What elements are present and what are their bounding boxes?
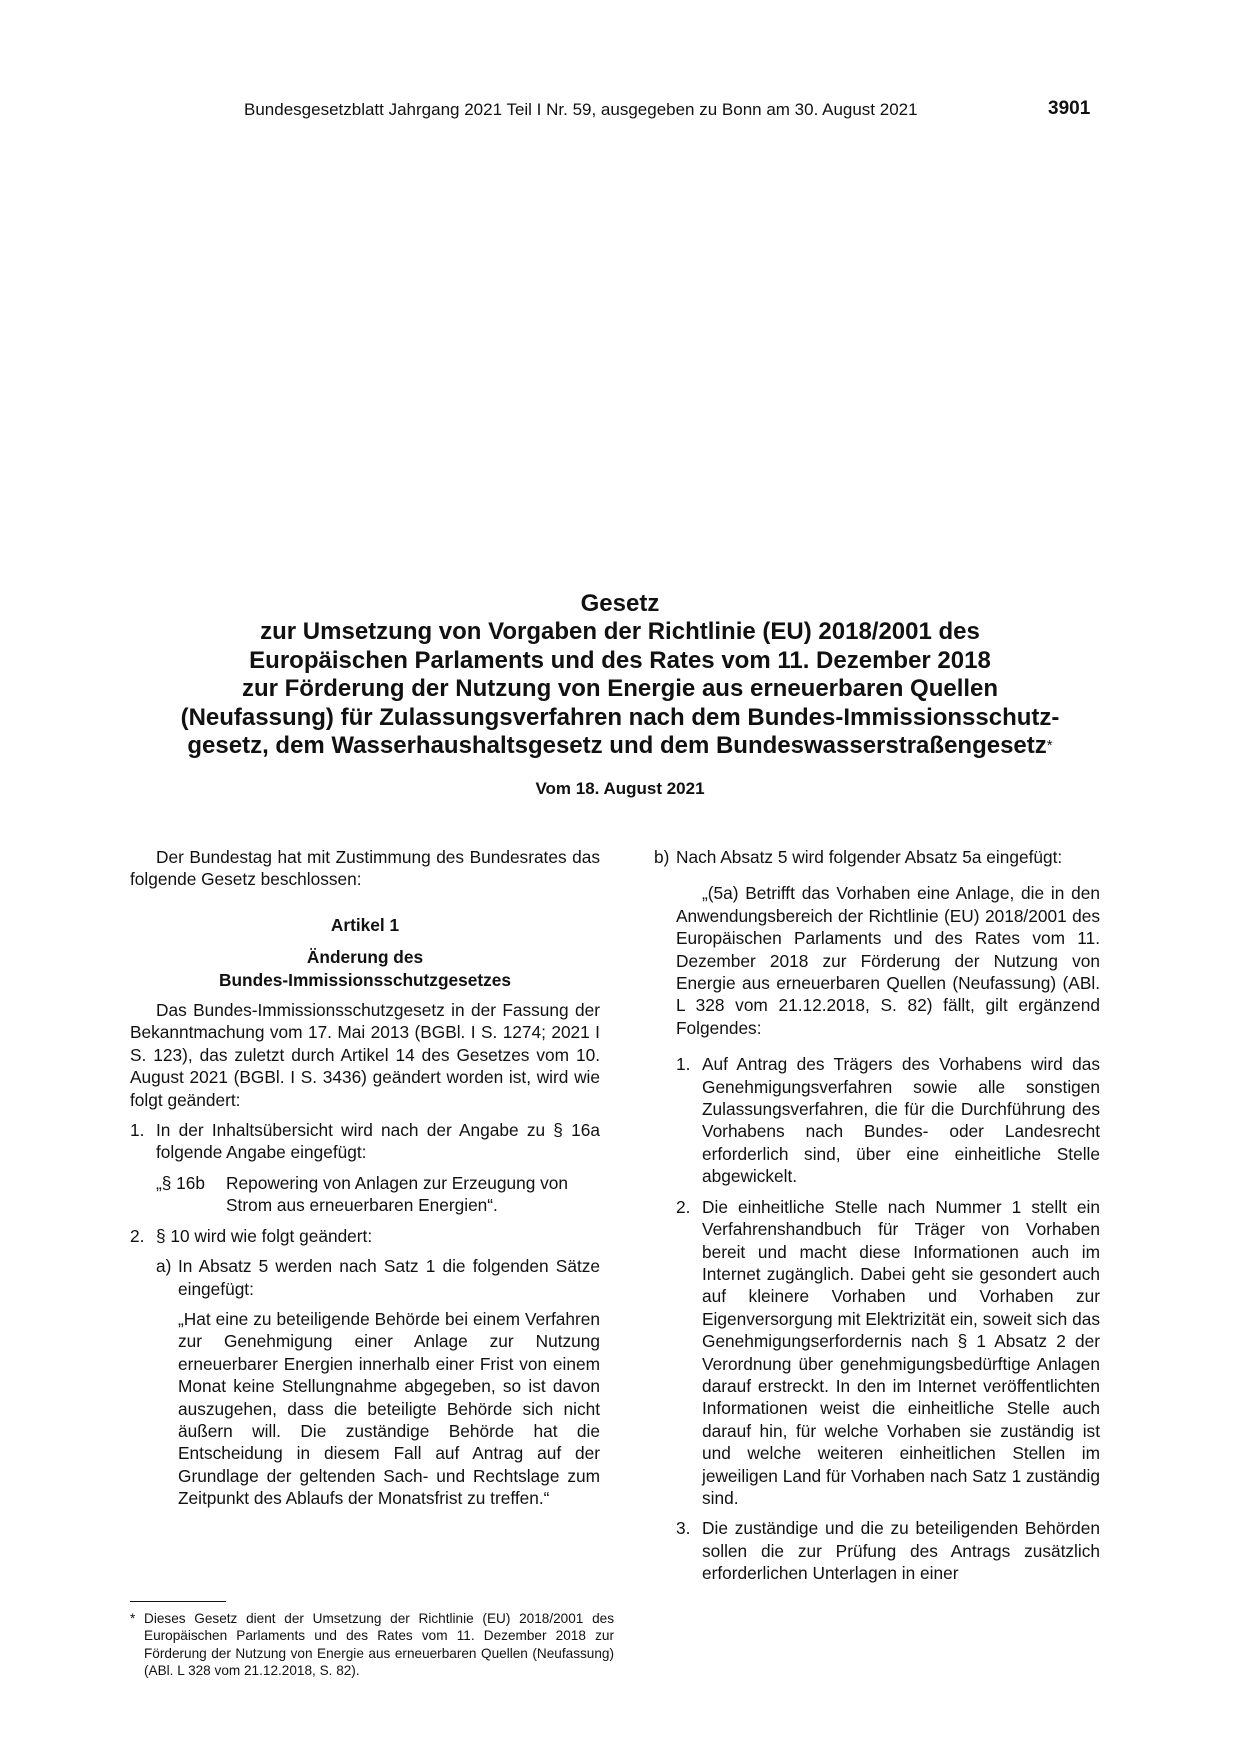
item-text: § 10 wird wie folgt geändert:: [156, 1225, 373, 1246]
item-text: In der Inhaltsübersicht wird nach der Angabe zu § 16a folgende Angabe eingefügt:: [156, 1120, 600, 1163]
article-heading: Artikel 1: [330, 914, 400, 935]
title-line-text: gesetz, dem Wasserhaushaltsgesetz und dem Bundeswasserstraßengesetz: [187, 732, 1047, 759]
left-column: [130, 846, 600, 1510]
article-intro: Das Bundes-Immissionsschutzgesetz in der Fassung der Bekanntmachung vom 17. Mai 2013 (BGBl. I S. 1274; 2021 I S. 123), das zuletzt durch Artikel 14 des Gesetzes vom 10. August 2021 (BGBl. I S. 3436) geändert worden ist, wird wie folgt geändert:: [130, 1000, 600, 1110]
numbered-clause: [676, 1517, 1100, 1584]
entry-number: „§ 16b: [156, 1172, 206, 1193]
title-line: zur Förderung der Nutzung von Energie aus erneuerbaren Quellen: [241, 675, 999, 702]
enactment-clause: Der Bundestag hat mit Zustimmung des Bundesrates das folgende Gesetz beschlossen:: [130, 847, 600, 890]
clause-text: Die einheitliche Stelle nach Nummer 1 stellt ein Verfahrenshandbuch für Träger von Vorhaben bereit und macht diese Informationen auch im Internet zugänglich. Dabei geht sie gesondert auch auf kleinere Vorhaben und Vorhaben zur Eigenversorgung mit Elektrizität ein, soweit sich das Genehmigungserfordernis nach § 1 Absatz 2 der Verordnung über genehmigungsbedürftige Anlagen darauf erstreckt. In den im Internet veröffentlichten Informationen weist die einheitliche Stelle auch darauf hin, für welche Vorhaben sie zuständig ist und welche weiteren einheitlichen Stellen im jeweiligen Land für Vorhaben nach Satz 1 zuständig sind.: [702, 1196, 1100, 1508]
page-number: 3901: [1048, 98, 1091, 119]
title-line: zur Umsetzung von Vorgaben der Richtlinie (EU) 2018/2001 des: [260, 618, 980, 645]
title-line-last: [130, 732, 1110, 761]
title-line: Europäischen Parlaments und des Rates vom 11. Dezember 2018: [249, 646, 991, 674]
clause-number: 2.: [676, 1196, 691, 1217]
clause-text: Die zuständige und die zu beteiligenden Behörden sollen die zur Prüfung des Antrags zusätzlich erforderlichen Unterlagen in einer: [702, 1518, 1100, 1584]
page-header: [0, 100, 1241, 124]
clause-text: Auf Antrag des Trägers des Vorhabens wird das Genehmigungsverfahren sowie alle sonstigen Zulassungsverfahren, die für die Durchführung des Vorhabens nach Bundes- oder Landesrecht erforderlich sind, über eine einheitliche Stelle abgewickelt.: [702, 1054, 1100, 1187]
inserted-entry: [130, 1172, 600, 1217]
running-head: Bundesgesetzblatt Jahrgang 2021 Teil I Nr. 59, ausgegeben zu Bonn am 30. August 2021: [244, 100, 918, 119]
law-date: Vom 18. August 2021: [535, 779, 705, 798]
sub-item-text: In Absatz 5 werden nach Satz 1 die folgenden Sätze eingefügt:: [178, 1256, 600, 1299]
title-line: (Neufassung) für Zulassungsverfahren nach dem Bundes-Immissionsschutz-: [180, 703, 1060, 731]
footnote-reference[interactable]: *: [1046, 737, 1053, 754]
list-item: [130, 1119, 600, 1164]
article-title-line: Bundes-Immissionsschutzgesetzes: [219, 969, 511, 990]
footnote-text: Dieses Gesetz dient der Umsetzung der Richtlinie (EU) 2018/2001 des Europäischen Parlaments und des Rates vom 11. Dezember 2018 zur Förderung der Nutzung von Energie aus erneuerbaren Quellen (Neufassung) (ABl. L 328 vom 21.12.2018, S. 82).: [144, 1611, 614, 1678]
item-number: 2.: [130, 1225, 145, 1246]
sub-item-letter: b): [654, 847, 670, 867]
clause-number: 1.: [676, 1054, 691, 1075]
numbered-clause: [676, 1196, 1100, 1510]
sub-item-letter: a): [156, 1256, 172, 1277]
inserted-paragraph-5a: „(5a) Betrifft das Vorhaben eine Anlage, die in den Anwendungsbereich der Richtlinie (EU) 2018/2001 des Europäischen Parlaments und des Rates vom 11. Dezember 2018 zur Förderung der Nutzung von Energie aus erneuerbaren Quellen (Neufassung) (ABl. L 328 vom 21.12.2018, S. 82) fällt, gilt ergänzend Folgendes:: [676, 883, 1100, 1038]
item-number: 1.: [130, 1120, 145, 1141]
title-subtitle: [130, 618, 1110, 761]
entry-text: Repowering von Anlagen zur Erzeugung von Strom aus erneuerbaren Energien“.: [226, 1172, 569, 1216]
sub-item: [156, 1255, 600, 1300]
sub-item: [654, 846, 1100, 868]
title-main: Gesetz: [580, 590, 660, 617]
footnote: [130, 1610, 614, 1679]
inserted-sentences: „Hat eine zu beteiligende Behörde bei einem Verfahren zur Genehmigung einer Anlage zur Nutzung erneuerbarer Energien innerhalb einer Frist von einem Monat keine Stellungnahme abgegeben, so ist davon auszugehen, dass die beteiligte Behörde sich nicht äußern will. Die zuständige Behörde hat die Entscheidung in diesem Fall auf Antrag auf der Grundlage der geltenden Sach- und Rechtslage zum Zeitpunkt des Ablaufs der Monatsfrist zu treffen.“: [178, 1308, 600, 1509]
footnote-mark: *: [130, 1611, 136, 1626]
footnote-divider: [130, 1601, 226, 1602]
right-column: [654, 846, 1100, 1585]
article-title-line: Änderung des: [306, 947, 424, 968]
list-item: [130, 1225, 600, 1247]
sub-item-text: Nach Absatz 5 wird folgender Absatz 5a eingefügt:: [676, 847, 1063, 867]
law-title: [130, 590, 1110, 761]
clause-number: 3.: [676, 1518, 691, 1539]
numbered-clause: [676, 1053, 1100, 1187]
